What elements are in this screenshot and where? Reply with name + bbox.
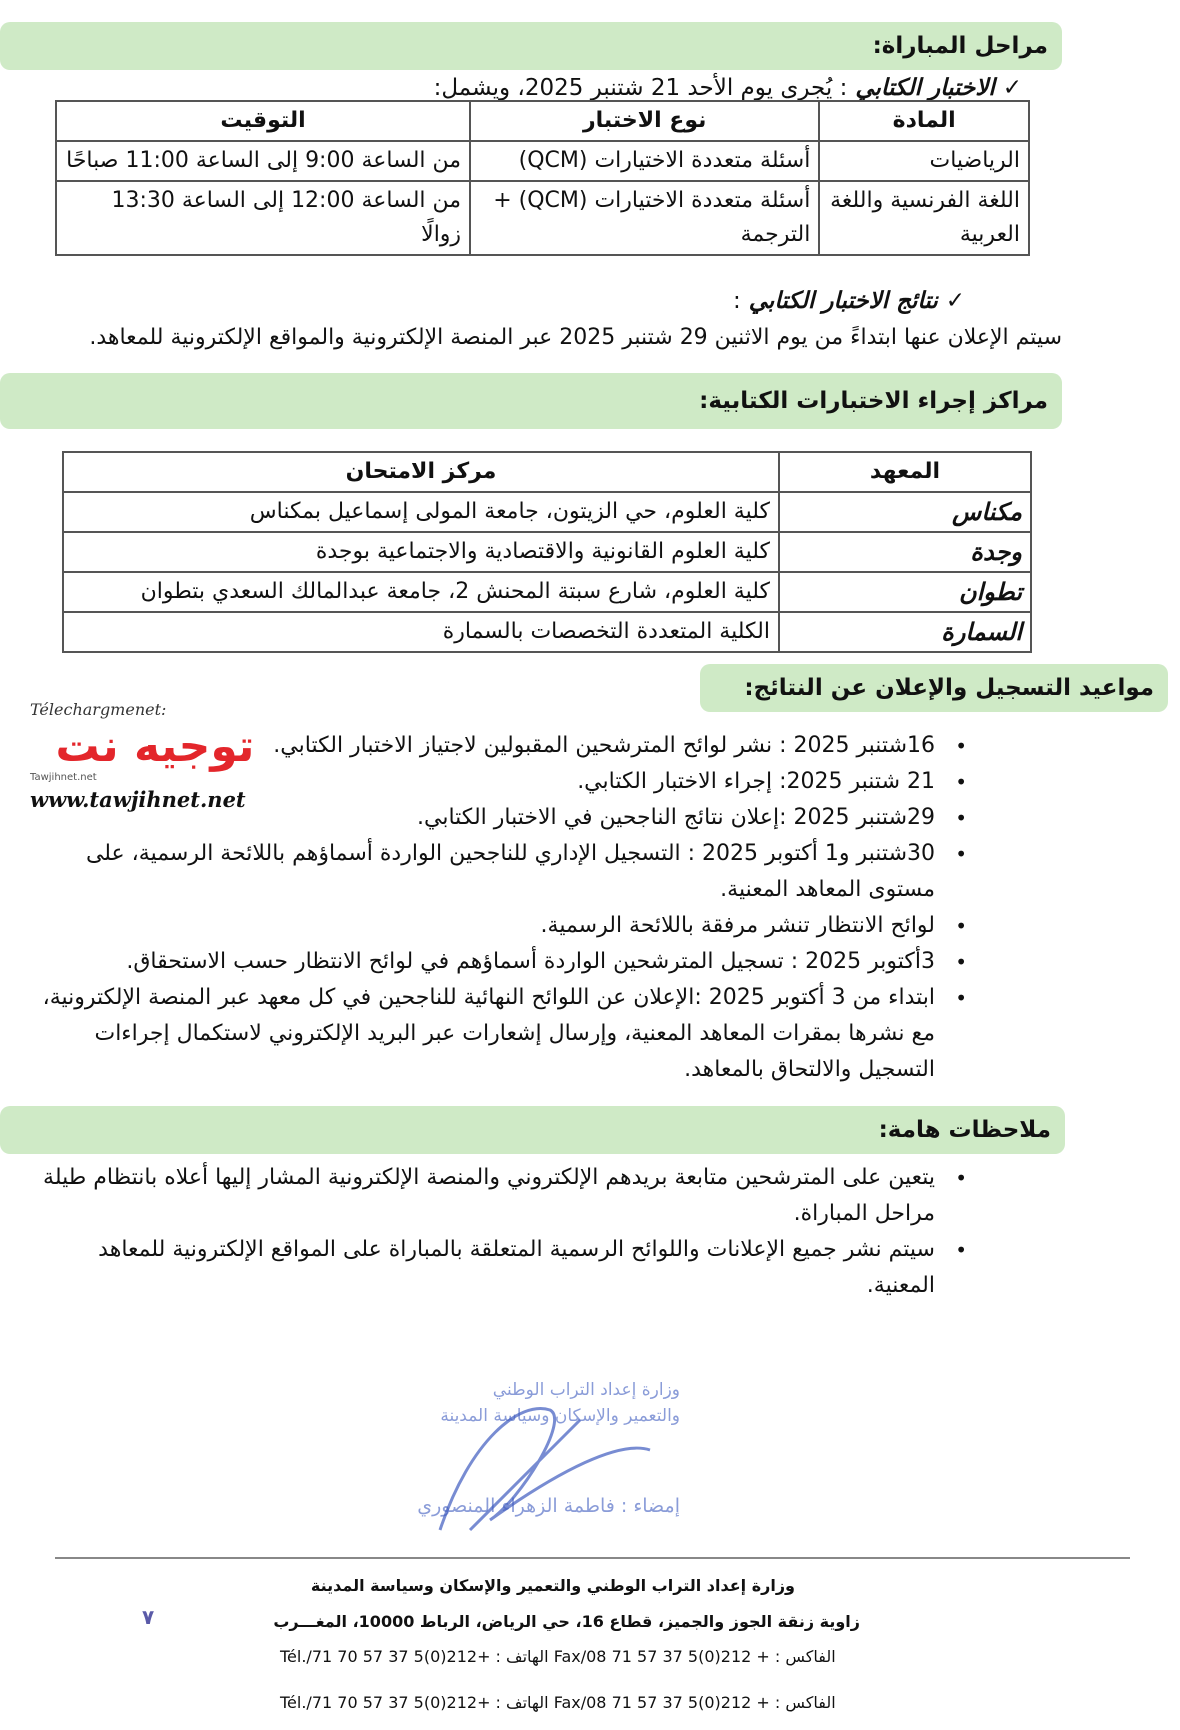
footer-ministry: وزارة إعداد التراب الوطني والتعمير والإسكان وسياسة المدينة (310, 1576, 795, 1595)
table-row (56, 181, 1029, 255)
cell-timing: من الساعة 12:00 إلى الساعة 13:30 زوالًا (56, 181, 470, 255)
checkmark-icon: ✓ (945, 288, 965, 314)
header-center: مركز الامتحان (63, 452, 779, 492)
list-item: • 21 شتنبر 2025: إجراء الاختبار الكتابي. (30, 764, 975, 800)
results-line (733, 288, 965, 314)
list-item: • 30شتنبر و1 أكتوبر 2025 : التسجيل الإداري للناجحين الواردة أسماؤهم باللائحة الرسمية، على مستوى المعاهد المعنية. (30, 836, 975, 908)
watermark-sub: Tawjihnet.net (30, 772, 97, 783)
checkmark-icon: ✓ (1002, 75, 1022, 101)
footer-address: زاوية زنقة الجوز والجميز، قطاع 16، حي الرياض، الرباط 10000، المغـــرب (273, 1612, 860, 1631)
cell-institute: تطوان (779, 572, 1031, 612)
cell-timing: من الساعة 9:00 إلى الساعة 11:00 صباحًا (56, 141, 470, 181)
table-row (63, 572, 1031, 612)
watermark-brand: توجيه نت (55, 721, 255, 772)
footer-contact-duplicate: Tél./الهاتف : +212(0)5 37 57 70 71 Fax/الفاكس : + 212(0)5 37 57 71 08 (280, 1693, 836, 1712)
centers-title: مراكز إجراء الاختبارات الكتابية: (699, 388, 1048, 414)
results-text: سيتم الإعلان عنها ابتداءً من يوم الاثنين 29 شتنبر 2025 عبر المنصة الإلكترونية والمواقع الإلكترونية للمعاهد. (89, 325, 1062, 350)
cell-center: كلية العلوم، حي الزيتون، جامعة المولى إسماعيل بمكناس (63, 492, 779, 532)
cell-subject: الرياضيات (819, 141, 1029, 181)
list-item: • 3أكتوبر 2025 : تسجيل المترشحين الواردة أسماؤهم في لوائح الانتظار حسب الاستحقاق. (30, 944, 975, 980)
list-item: • ابتداء من 3 أكتوبر 2025 :الإعلان عن اللوائح النهائية للناجحين في كل معهد عبر المنصة الإلكترونية، مع نشرها بمقرات المعاهد المعنية، وإرسال إشعارات عبر البريد الإلكتروني لاستكمال إجراءات التسجيل والالتحاق بالمعاهد. (30, 980, 975, 1088)
stamp-line-3: إمضاء : فاطمة الزهراء المنصوري (417, 1495, 680, 1517)
list-item: • سيتم نشر جميع الإعلانات واللوائح الرسمية المتعلقة بالمباراة على المواقع الإلكترونية للمعاهد المعنية. (30, 1232, 975, 1304)
written-exam-line (434, 75, 1022, 101)
list-item: • 29شتنبر 2025 :إعلان نتائج الناجحين في الاختبار الكتابي. (30, 800, 975, 836)
header-timing: التوقيت (56, 101, 470, 141)
section-title-schedule (700, 664, 1168, 712)
exam-table (55, 100, 1030, 256)
table-row (63, 532, 1031, 572)
stamp-line-1: وزارة إعداد التراب الوطني (492, 1380, 680, 1400)
centers-table (62, 451, 1032, 653)
stamp-line-2: والتعمير والإسكان وسياسة المدينة (440, 1406, 680, 1426)
results-colon: : (733, 288, 741, 314)
watermark-url: www.tawjihnet.net (30, 787, 246, 812)
schedule-list (30, 728, 975, 1088)
list-item: • يتعين على المترشحين متابعة بريدهم الإلكتروني والمنصة الإلكترونية المشار إليها أعلاه بانتظام طيلة مراحل المباراة. (30, 1160, 975, 1232)
cell-center: كلية العلوم، شارع سبتة المحنش 2، جامعة عبدالمالك السعدي بتطوان (63, 572, 779, 612)
cell-exam-type: أسئلة متعددة الاختيارات (QCM) + الترجمة (470, 181, 819, 255)
notes-list (30, 1160, 975, 1304)
footer-divider (55, 1557, 1130, 1559)
header-institute: المعهد (779, 452, 1031, 492)
cell-exam-type: أسئلة متعددة الاختيارات (QCM) (470, 141, 819, 181)
table-header-row (63, 452, 1031, 492)
results-label: نتائج الاختبار الكتابي (748, 288, 938, 314)
table-row (63, 612, 1031, 652)
stages-title: مراحل المباراة: (872, 33, 1048, 59)
written-exam-label: الاختبار الكتابي (855, 75, 995, 101)
header-subject: المادة (819, 101, 1029, 141)
cell-center: الكلية المتعددة التخصصات بالسمارة (63, 612, 779, 652)
table-row (56, 141, 1029, 181)
cell-subject: اللغة الفرنسية واللغة العربية (819, 181, 1029, 255)
cell-center: كلية العلوم القانونية والاقتصادية والاجتماعية بوجدة (63, 532, 779, 572)
cell-institute: وجدة (779, 532, 1031, 572)
page-number: ٧ (142, 1605, 155, 1629)
list-item: • لوائح الانتظار تنشر مرفقة باللائحة الرسمية. (30, 908, 975, 944)
section-title-notes (0, 1106, 1065, 1154)
written-exam-text: : يُجرى يوم الأحد 21 شتنبر 2025، ويشمل: (433, 75, 848, 101)
table-row (63, 492, 1031, 532)
notes-title: ملاحظات هامة: (878, 1117, 1051, 1143)
schedule-title: مواعيد التسجيل والإعلان عن النتائج: (744, 675, 1154, 701)
header-exam-type: نوع الاختبار (470, 101, 819, 141)
table-header-row (56, 101, 1029, 141)
cell-institute: مكناس (779, 492, 1031, 532)
list-item: • 16شتنبر 2025 : نشر لوائح المترشحين المقبولين لاجتياز الاختبار الكتابي. (30, 728, 975, 764)
watermark-top-text: Télechargmenet: (30, 700, 167, 719)
section-title-centers (0, 373, 1062, 429)
signature-stamp (320, 1380, 700, 1550)
footer-contact: Tél./الهاتف : +212(0)5 37 57 70 71 Fax/الفاكس : + 212(0)5 37 57 71 08 (280, 1647, 836, 1666)
section-title-stages (0, 22, 1062, 70)
cell-institute: السمارة (779, 612, 1031, 652)
